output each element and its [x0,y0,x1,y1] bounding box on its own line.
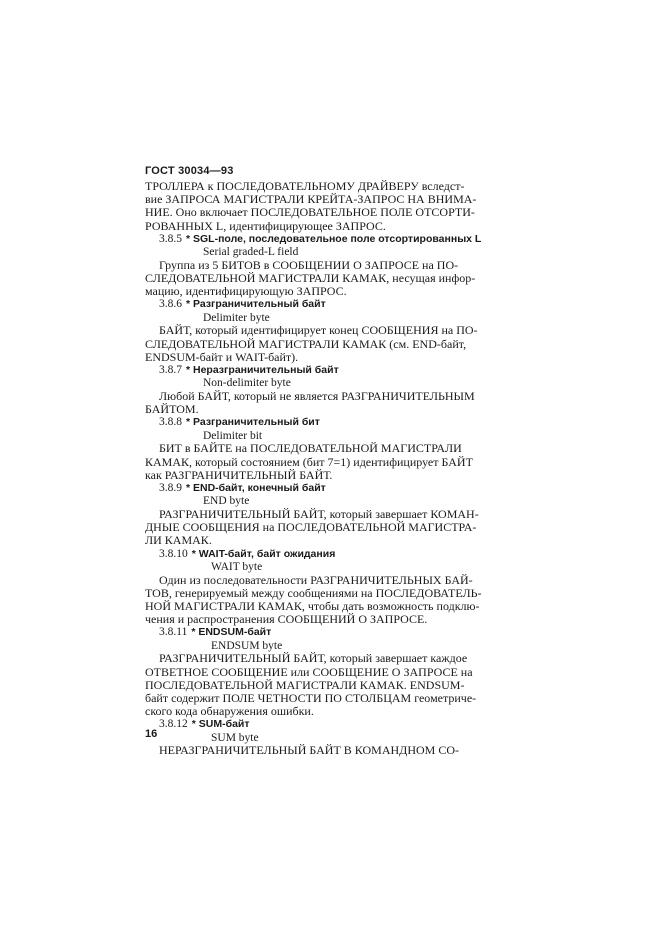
term-number: 3.8.6 [159,298,182,311]
text-line: Группа из 5 БИТОВ в СООБЩЕНИИ О ЗАПРОСЕ на ПО- [159,257,459,272]
term-entry [145,626,517,639]
text-line: ТОВ, генерируемый между сообщениями на ПОСЛЕДОВАТЕЛЬ- [145,585,482,600]
document-body [145,180,517,758]
term-english: WAIT byte [211,560,263,573]
term-english: Non-delimiter byte [203,377,291,390]
term-title: * Разграничительный байт [186,298,326,311]
term-title: * END-байт, конечный байт [186,482,326,495]
paragraph [145,652,517,718]
term-number: 3.8.9 [159,482,182,495]
term-number: 3.8.12 [159,718,188,731]
term-english: END byte [203,495,250,508]
text-line: СЛЕДОВАТЕЛЬНОЙ МАГИСТРАЛИ КАМАК (см. END-байт, [145,336,467,351]
text-line: НЕРАЗГРАНИЧИТЕЛЬНЫЙ БАЙТ В КОМАНДНОМ СО- [159,743,460,758]
term-english: Serial graded-L field [203,246,299,259]
text-line: РАЗГРАНИЧИТЕЛЬНЫЙ БАЙТ, который завершает КОМАН- [159,507,479,522]
term-english: SUM byte [211,731,259,744]
text-line: НОЙ МАГИСТРАЛИ КАМАК, чтобы дать возможность подклю- [145,599,480,614]
text-line: мацию, идентифицирующую ЗАПРОС. [145,284,347,299]
text-line: байт содержит ПОЛЕ ЧЕТНОСТИ ПО СТОЛБЦАМ геометриче- [145,691,477,706]
text-line: чения и распространения СООБЩЕНИЙ О ЗАПРОСЕ. [145,612,428,627]
term-title: * SUM-байт [191,718,250,731]
text-line: ДНЫЕ СООБЩЕНИЯ на ПОСЛЕДОВАТЕЛЬНОЙ МАГИСТРА- [145,520,477,535]
text-line: РОВАННЫХ L, идентифицирующее ЗАПРОС. [145,218,386,233]
text-line: БАЙТ, который идентифицирует конец СООБЩЕНИЯ на ПО- [159,323,478,338]
term-entry [145,298,517,311]
paragraph [145,574,517,627]
term-title: * WAIT-байт, байт ожидания [191,547,336,560]
text-line: НИЕ. Оно включает ПОСЛЕДОВАТЕЛЬНОЕ ПОЛЕ ОТСОРТИ- [145,205,475,220]
text-line: Один из последовательности РАЗГРАНИЧИТЕЛЬНЫХ БАЙ- [159,572,473,587]
text-line: ЛИ КАМАК. [145,533,212,548]
term-number: 3.8.5 [159,232,182,245]
text-line: БИТ в БАЙТЕ на ПОСЛЕДОВАТЕЛЬНОЙ МАГИСТРАЛИ [159,441,462,456]
text-line: ского кода обнаружения ошибки. [145,704,314,719]
term-title: * ENDSUM-байт [191,626,272,639]
term-title: * Разграничительный бит [186,416,320,429]
text-line: ENDSUM-байт и WAIT-байт). [145,349,299,364]
text-line: РАЗГРАНИЧИТЕЛЬНЫЙ БАЙТ, который завершает каждое [159,651,468,666]
term-english: Delimiter bit [203,429,263,442]
term-entry [145,548,517,561]
text-line: как РАЗГРАНИЧИТЕЛЬНЫЙ БАЙТ. [145,467,333,482]
paragraph [145,442,517,482]
term-title: * Неразграничительный байт [186,364,339,377]
paragraph [145,390,517,416]
term-title: * SGL-поле, последовательное поле отсортированных L [186,232,482,245]
text-line: вие ЗАПРОСА МАГИСТРАЛИ КРЕЙТА-ЗАПРОС НА ВНИМА- [145,192,477,207]
paragraph [145,259,517,299]
term-entry [145,718,517,731]
text-line: ОТВЕТНОЕ СООБЩЕНИЕ или СООБЩЕНИЕ О ЗАПРОСЕ на [145,664,473,679]
text-line: ТРОЛЛЕРА к ПОСЛЕДОВАТЕЛЬНОМУ ДРАЙВЕРУ вследст- [145,179,465,193]
term-number: 3.8.7 [159,364,182,377]
paragraph [145,324,517,364]
term-entry [145,233,517,246]
term-entry [145,416,517,429]
term-number: 3.8.8 [159,416,182,429]
term-entry [145,364,517,377]
paragraph [145,508,517,548]
page-number: 16 [145,728,158,740]
term-number: 3.8.10 [159,547,188,560]
term-english: ENDSUM byte [211,639,283,652]
text-line: БАЙТОМ. [145,402,199,417]
term-entry [145,482,517,495]
text-line: СЛЕДОВАТЕЛЬНОЙ МАГИСТРАЛИ КАМАК, несущая инфор- [145,271,476,286]
text-line: ПОСЛЕДОВАТЕЛЬНОЙ МАГИСТРАЛИ КАМАК. ENDSUM- [145,677,465,692]
term-english: Delimiter byte [203,311,270,324]
term-number: 3.8.11 [159,626,188,639]
text-line: Любой БАЙТ, который не является РАЗГРАНИЧИТЕЛЬНЫМ [159,389,475,404]
text-line: КАМАК, который состоянием (бит 7=1) идентифицирует БАЙТ [145,454,473,469]
page-header: ГОСТ 30034—93 [145,165,234,177]
paragraph [145,180,517,233]
paragraph [145,744,517,757]
